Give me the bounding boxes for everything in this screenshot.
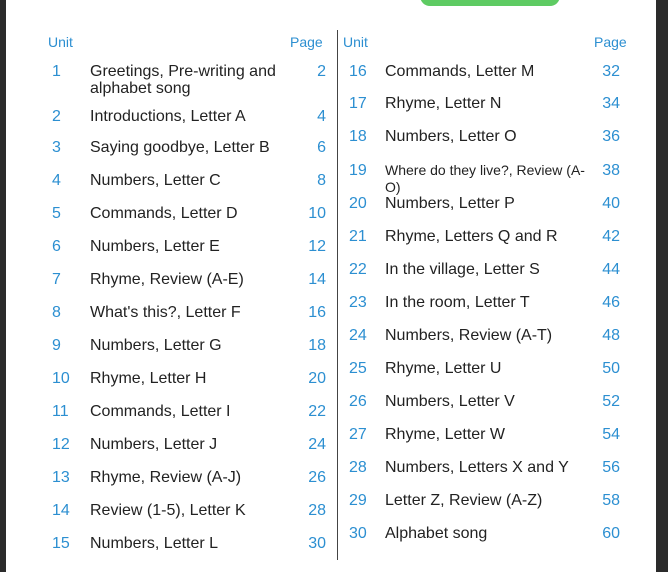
unit-title: What's this?, Letter F bbox=[90, 304, 241, 321]
page-number: 34 bbox=[602, 95, 620, 112]
page-number: 56 bbox=[602, 459, 620, 476]
page-number: 6 bbox=[317, 139, 326, 156]
unit-number: 25 bbox=[349, 360, 367, 377]
page-number: 36 bbox=[602, 128, 620, 145]
unit-title: Commands, Letter M bbox=[385, 63, 535, 80]
unit-title: Numbers, Review (A-T) bbox=[385, 327, 553, 344]
unit-number: 7 bbox=[52, 271, 61, 288]
page-number: 52 bbox=[602, 393, 620, 410]
page-number: 20 bbox=[308, 370, 326, 387]
unit-number: 30 bbox=[349, 525, 367, 542]
unit-title: Numbers, Letter G bbox=[90, 337, 222, 354]
unit-title: Rhyme, Letter W bbox=[385, 426, 506, 443]
unit-number: 16 bbox=[349, 63, 367, 80]
page-number: 8 bbox=[317, 172, 326, 189]
unit-title: Numbers, Letter C bbox=[90, 172, 221, 189]
page-number: 12 bbox=[308, 238, 326, 255]
unit-number: 21 bbox=[349, 228, 367, 245]
unit-number: 8 bbox=[52, 304, 61, 321]
page-number: 22 bbox=[308, 403, 326, 420]
unit-title: Rhyme, Letter U bbox=[385, 360, 502, 377]
unit-number: 29 bbox=[349, 492, 367, 509]
unit-title: In the room, Letter T bbox=[385, 294, 530, 311]
page-number: 60 bbox=[602, 525, 620, 542]
unit-number: 12 bbox=[52, 436, 70, 453]
unit-title: Numbers, Letter P bbox=[385, 195, 515, 212]
page-number: 4 bbox=[317, 108, 326, 125]
page-number: 26 bbox=[308, 469, 326, 486]
unit-number: 10 bbox=[52, 370, 70, 387]
left-unit-header: Unit bbox=[48, 34, 73, 50]
page-number: 40 bbox=[602, 195, 620, 212]
unit-title: Numbers, Letter J bbox=[90, 436, 218, 453]
page-number: 16 bbox=[308, 304, 326, 321]
unit-title: Rhyme, Review (A-E) bbox=[90, 271, 244, 288]
right-edge bbox=[656, 0, 668, 572]
page-number: 14 bbox=[308, 271, 326, 288]
unit-title: Numbers, Letters X and Y bbox=[385, 459, 569, 476]
unit-title: Review (1-5), Letter K bbox=[90, 502, 246, 519]
unit-number: 26 bbox=[349, 393, 367, 410]
page-number: 54 bbox=[602, 426, 620, 443]
page-number: 24 bbox=[308, 436, 326, 453]
unit-number: 23 bbox=[349, 294, 367, 311]
unit-title: Rhyme, Letters Q and R bbox=[385, 228, 558, 245]
column-divider bbox=[337, 30, 338, 560]
unit-number: 1 bbox=[52, 63, 61, 80]
page-number: 18 bbox=[308, 337, 326, 354]
page-number: 28 bbox=[308, 502, 326, 519]
unit-title: Numbers, Letter O bbox=[385, 128, 517, 145]
page-number: 46 bbox=[602, 294, 620, 311]
page-number: 2 bbox=[317, 63, 326, 80]
page-number: 58 bbox=[602, 492, 620, 509]
page-number: 10 bbox=[308, 205, 326, 222]
unit-number: 2 bbox=[52, 108, 61, 125]
unit-title: Rhyme, Letter H bbox=[90, 370, 207, 387]
unit-number: 9 bbox=[52, 337, 61, 354]
unit-number: 18 bbox=[349, 128, 367, 145]
left-edge bbox=[0, 0, 6, 572]
unit-title: Saying goodbye, Letter B bbox=[90, 139, 270, 156]
unit-number: 17 bbox=[349, 95, 367, 112]
page-number: 32 bbox=[602, 63, 620, 80]
unit-number: 13 bbox=[52, 469, 70, 486]
unit-number: 4 bbox=[52, 172, 61, 189]
unit-title: Rhyme, Review (A-J) bbox=[90, 469, 242, 486]
page-number: 42 bbox=[602, 228, 620, 245]
page-number: 44 bbox=[602, 261, 620, 278]
unit-number: 5 bbox=[52, 205, 61, 222]
unit-title: In the village, Letter S bbox=[385, 261, 540, 278]
unit-title: Commands, Letter I bbox=[90, 403, 231, 420]
unit-number: 3 bbox=[52, 139, 61, 156]
unit-number: 22 bbox=[349, 261, 367, 278]
unit-title: Alphabet song bbox=[385, 525, 488, 542]
unit-number: 11 bbox=[52, 403, 69, 420]
right-page-header: Page bbox=[594, 34, 627, 50]
left-page-header: Page bbox=[290, 34, 323, 50]
unit-title: Numbers, Letter V bbox=[385, 393, 515, 410]
unit-number: 27 bbox=[349, 426, 367, 443]
unit-title: Rhyme, Letter N bbox=[385, 95, 502, 112]
unit-title: Letter Z, Review (A-Z) bbox=[385, 492, 543, 509]
unit-number: 20 bbox=[349, 195, 367, 212]
unit-number: 24 bbox=[349, 327, 367, 344]
unit-title: Numbers, Letter E bbox=[90, 238, 220, 255]
unit-number: 28 bbox=[349, 459, 367, 476]
unit-number: 6 bbox=[52, 238, 61, 255]
page-number: 30 bbox=[308, 535, 326, 552]
unit-title: Commands, Letter D bbox=[90, 205, 238, 222]
unit-title: Greetings, Pre-writing and alphabet song bbox=[90, 63, 276, 97]
page-number: 38 bbox=[602, 162, 620, 179]
page-number: 50 bbox=[602, 360, 620, 377]
unit-number: 19 bbox=[349, 162, 367, 179]
unit-number: 15 bbox=[52, 535, 70, 552]
right-unit-header: Unit bbox=[343, 34, 368, 50]
unit-number: 14 bbox=[52, 502, 70, 519]
green-highlight-bar bbox=[420, 0, 560, 6]
unit-title: Introductions, Letter A bbox=[90, 108, 246, 125]
page-number: 48 bbox=[602, 327, 620, 344]
unit-title: Numbers, Letter L bbox=[90, 535, 219, 552]
unit-title: Where do they live?, Review (A-O) bbox=[385, 162, 585, 195]
